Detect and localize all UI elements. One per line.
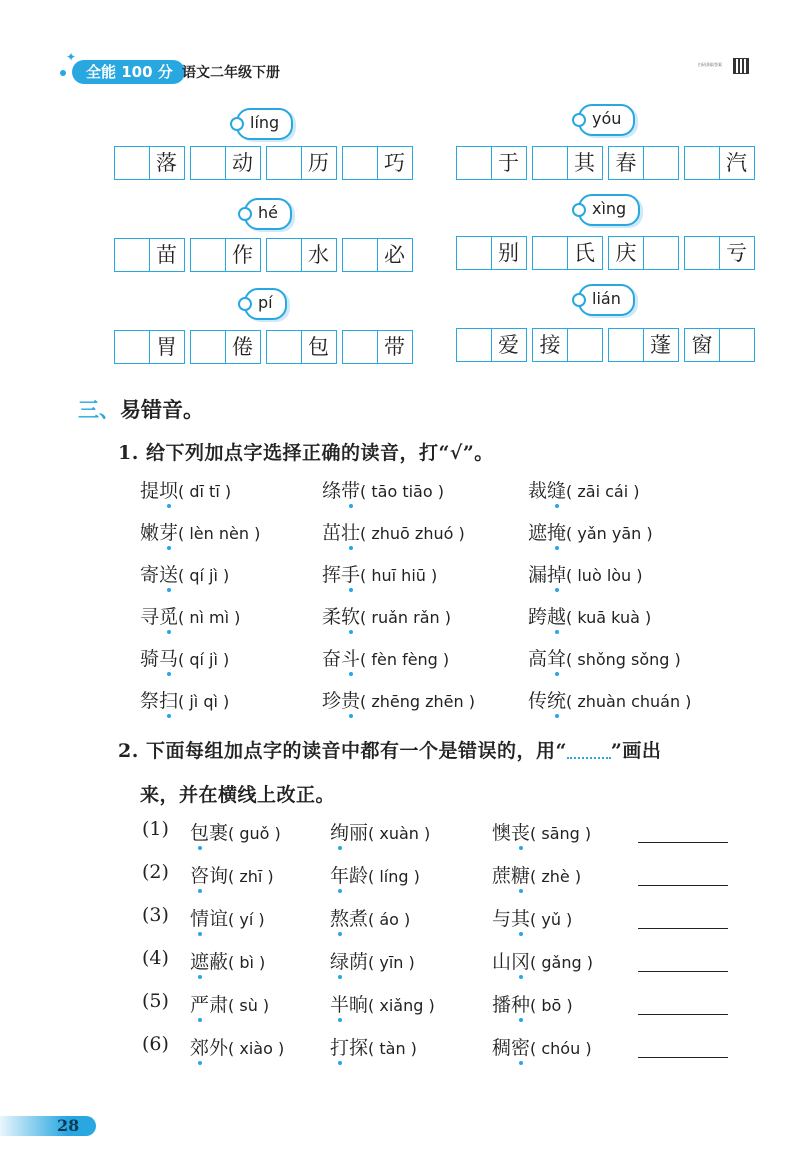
blank-char-box[interactable] [266, 330, 302, 364]
q2-word-item[interactable] [190, 947, 265, 974]
pinyin-choices: ( zāi cái ) [566, 482, 640, 501]
blank-char-box[interactable] [643, 236, 679, 270]
char-box-pair [190, 238, 259, 272]
pinyin: ( bì ) [228, 953, 266, 972]
section-number: 三、 [78, 397, 120, 422]
blank-char-box[interactable] [456, 236, 492, 270]
pinyin: ( sù ) [228, 996, 270, 1015]
blank-char-box[interactable] [643, 146, 679, 180]
char-box-pair [456, 236, 525, 270]
blank-char-box[interactable] [684, 146, 720, 180]
q1-word-item[interactable] [322, 686, 475, 713]
q1-word-item[interactable] [528, 476, 639, 503]
word-char: 半 [330, 994, 350, 1016]
blank-char-box[interactable] [266, 238, 302, 272]
word-char: 晌 [349, 994, 369, 1016]
q1-word-item[interactable] [140, 644, 229, 671]
word-char: 祭 [140, 690, 160, 712]
char-box: 必 [377, 238, 413, 272]
word-char: 柔 [322, 606, 342, 628]
char-box-pair [608, 328, 677, 362]
word-char: 与 [492, 908, 512, 930]
char-box-pair [266, 330, 335, 364]
answer-blank[interactable] [638, 1057, 728, 1058]
pinyin: ( chóu ) [530, 1039, 592, 1058]
word-char: 丽 [349, 822, 369, 844]
answer-blank[interactable] [638, 885, 728, 886]
word-char: 高 [528, 648, 548, 670]
pinyin: ( guǒ ) [228, 824, 281, 843]
char-box-pair [114, 238, 183, 272]
blank-char-box[interactable] [567, 328, 603, 362]
char-box-pair [342, 330, 411, 364]
char-box: 别 [491, 236, 527, 270]
q2-word-item[interactable] [330, 818, 430, 845]
char-box: 落 [149, 146, 185, 180]
word-char: 嫩 [140, 522, 160, 544]
word-char: 裁 [528, 480, 548, 502]
q1-word-item[interactable] [528, 518, 653, 545]
pinyin-choices: ( tāo tiāo ) [360, 482, 444, 501]
char-box-pair [114, 146, 183, 180]
word-char: 稠 [492, 1037, 512, 1059]
pinyin: ( xuàn ) [368, 824, 431, 843]
page-number-bar [0, 1116, 96, 1136]
word-char: 蔽 [209, 951, 229, 973]
answer-blank[interactable] [638, 928, 728, 929]
word-char: 提 [140, 480, 160, 502]
word-char: 询 [209, 865, 229, 887]
q2-word-item[interactable] [330, 947, 415, 974]
blank-char-box[interactable] [190, 146, 226, 180]
blank-char-box[interactable] [456, 146, 492, 180]
q2-word-item[interactable] [330, 1033, 417, 1060]
pinyin: ( bō ) [530, 996, 573, 1015]
char-box: 氏 [567, 236, 603, 270]
q2-text-a: 2. 下面每组加点字的读音中都有一个是错误的，用“ [118, 740, 567, 762]
char-box: 其 [567, 146, 603, 180]
q2-word-item[interactable] [492, 990, 573, 1017]
blank-char-box[interactable] [684, 236, 720, 270]
q2-row-number: (4) [142, 947, 169, 969]
word-char: 裹 [209, 822, 229, 844]
word-char: 郊 [190, 1037, 210, 1059]
q2-row-number: (1) [142, 818, 169, 840]
q2-word-item[interactable] [492, 861, 581, 888]
word-char: 谊 [209, 908, 229, 930]
word-char: 煮 [349, 908, 369, 930]
word-char: 情 [190, 908, 210, 930]
q1-word-item[interactable] [322, 602, 451, 629]
word-char: 绚 [330, 822, 350, 844]
char-box-pair [532, 328, 601, 362]
pinyin-choices: ( qí jì ) [178, 566, 230, 585]
answer-blank[interactable] [638, 1014, 728, 1015]
pinyin-choices: ( zhuàn chuán ) [566, 692, 692, 711]
char-box-pair [266, 146, 335, 180]
pinyin: ( yīn ) [368, 953, 415, 972]
pinyin-choices: ( dī tī ) [178, 482, 232, 501]
header-dot [60, 70, 66, 76]
pinyin-choices: ( jì qì ) [178, 692, 230, 711]
page-number: 28 [57, 1116, 80, 1135]
char-box: 爱 [491, 328, 527, 362]
char-box-pair [684, 236, 753, 270]
char-box: 于 [491, 146, 527, 180]
q1-word-item[interactable] [322, 644, 449, 671]
char-box-pair [684, 146, 753, 180]
word-char: 寄 [140, 564, 160, 586]
pinyin-choices: ( zhuō zhuó ) [360, 524, 465, 543]
q2-word-item[interactable] [330, 904, 410, 931]
pinyin-choices: ( qí jì ) [178, 650, 230, 669]
word-char: 年 [330, 865, 350, 887]
q2-row-number: (5) [142, 990, 169, 1012]
blank-char-box[interactable] [190, 330, 226, 364]
char-box-pair [684, 328, 753, 362]
blank-char-box[interactable] [719, 328, 755, 362]
q1-word-item[interactable] [322, 560, 437, 587]
char-box: 水 [301, 238, 337, 272]
blank-char-box[interactable] [114, 146, 150, 180]
pinyin-cloud: xìng [578, 194, 640, 226]
char-box: 作 [225, 238, 261, 272]
pinyin-choices: ( zhēng zhēn ) [360, 692, 475, 711]
char-box: 动 [225, 146, 261, 180]
pinyin-choices: ( yǎn yān ) [566, 524, 653, 543]
word-char: 珍 [322, 690, 342, 712]
word-char: 打 [330, 1037, 350, 1059]
word-char: 奋 [322, 648, 342, 670]
blank-char-box[interactable] [190, 238, 226, 272]
dotted-char: 耸 [547, 648, 567, 670]
pinyin: ( tàn ) [368, 1039, 417, 1058]
pinyin-choices: ( luò lòu ) [566, 566, 643, 585]
blank-char-box[interactable] [114, 238, 150, 272]
dotted-char: 斗 [341, 648, 361, 670]
word-char: 熬 [330, 908, 350, 930]
char-box: 苗 [149, 238, 185, 272]
char-box: 巧 [377, 146, 413, 180]
word-char: 糖 [511, 865, 531, 887]
word-char: 冈 [511, 951, 531, 973]
pinyin: ( sāng ) [530, 824, 592, 843]
qr-caption: 扫码获取答案 [698, 62, 722, 67]
q1-word-item[interactable] [140, 686, 229, 713]
word-char: 漏 [528, 564, 548, 586]
dotted-char: 壮 [341, 522, 361, 544]
dotted-char: 软 [341, 606, 361, 628]
q1-word-item[interactable] [140, 476, 231, 503]
q1-word-item[interactable] [140, 560, 229, 587]
char-box: 胃 [149, 330, 185, 364]
blank-char-box[interactable] [456, 328, 492, 362]
char-box-pair [608, 146, 677, 180]
pinyin-choices: ( nì mì ) [178, 608, 241, 627]
wavy-line-icon [567, 743, 611, 759]
q1-word-item[interactable] [322, 518, 465, 545]
q2-word-item[interactable] [492, 947, 593, 974]
pinyin: ( yí ) [228, 910, 265, 929]
question-2-line1 [118, 736, 661, 763]
word-char: 严 [190, 994, 210, 1016]
char-box-pair [532, 146, 601, 180]
pinyin-cloud: pí [244, 288, 287, 320]
word-char: 其 [511, 908, 531, 930]
q2-row-number: (3) [142, 904, 169, 926]
star-icon: ✦ [66, 50, 77, 64]
qr-code-icon [733, 58, 749, 74]
dotted-char: 扫 [159, 690, 179, 712]
blank-char-box[interactable] [342, 146, 378, 180]
pinyin: ( xiào ) [228, 1039, 285, 1058]
q1-word-item[interactable] [528, 560, 643, 587]
q1-word-item[interactable] [528, 686, 691, 713]
dotted-char: 觅 [159, 606, 179, 628]
pinyin: ( yǔ ) [530, 910, 573, 929]
dotted-char: 手 [341, 564, 361, 586]
dotted-char: 芽 [159, 522, 179, 544]
char-box: 窗 [684, 328, 720, 362]
book-title: 语文二年级下册 [182, 65, 280, 81]
pinyin-cloud: lián [578, 284, 635, 316]
dotted-char: 马 [159, 648, 179, 670]
char-box: 带 [377, 330, 413, 364]
dotted-char: 带 [341, 480, 361, 502]
blank-char-box[interactable] [342, 330, 378, 364]
blank-char-box[interactable] [608, 328, 644, 362]
word-char: 遮 [528, 522, 548, 544]
q2-word-item[interactable] [492, 904, 572, 931]
pinyin: ( áo ) [368, 910, 411, 929]
char-box-pair [456, 328, 525, 362]
char-box: 春 [608, 146, 644, 180]
pinyin-cloud: líng [236, 108, 293, 140]
word-char: 咨 [190, 865, 210, 887]
word-char: 寻 [140, 606, 160, 628]
pinyin: ( xiǎng ) [368, 996, 435, 1015]
char-box-pair [266, 238, 335, 272]
q2-word-item[interactable] [330, 861, 420, 888]
blank-char-box[interactable] [342, 238, 378, 272]
char-box-pair [190, 330, 259, 364]
blank-char-box[interactable] [532, 236, 568, 270]
dotted-char: 掩 [547, 522, 567, 544]
pinyin-choices: ( kuā kuà ) [566, 608, 652, 627]
word-char: 丧 [511, 822, 531, 844]
char-box: 汽 [719, 146, 755, 180]
section-title: 易错音。 [120, 397, 204, 422]
char-box: 倦 [225, 330, 261, 364]
char-box: 接 [532, 328, 568, 362]
q2-row-number: (6) [142, 1033, 169, 1055]
q2-word-item[interactable] [190, 818, 281, 845]
pinyin: ( zhī ) [228, 867, 274, 886]
dotted-char: 统 [547, 690, 567, 712]
answer-blank[interactable] [638, 842, 728, 843]
question-2-line2: 来，并在横线上改正。 [140, 784, 336, 806]
q2-word-item[interactable] [190, 1033, 284, 1060]
blank-char-box[interactable] [114, 330, 150, 364]
char-box-pair [342, 146, 411, 180]
word-char: 龄 [349, 865, 369, 887]
dotted-char: 掉 [547, 564, 567, 586]
word-char: 蔗 [492, 865, 512, 887]
blank-char-box[interactable] [532, 146, 568, 180]
char-box-pair [190, 146, 259, 180]
q2-text-b: ”画出 [610, 740, 662, 762]
dotted-char: 越 [547, 606, 567, 628]
char-box-pair [532, 236, 601, 270]
dotted-char: 送 [159, 564, 179, 586]
series-badge: 全能 100 分 [72, 60, 185, 84]
word-char: 包 [190, 822, 210, 844]
word-char: 探 [349, 1037, 369, 1059]
word-char: 绿 [330, 951, 350, 973]
word-char: 肃 [209, 994, 229, 1016]
answer-blank[interactable] [638, 971, 728, 972]
dotted-char: 缝 [547, 480, 567, 502]
char-box-pair [608, 236, 677, 270]
word-char: 遮 [190, 951, 210, 973]
dotted-char: 贵 [341, 690, 361, 712]
word-char: 茁 [322, 522, 342, 544]
char-box: 蓬 [643, 328, 679, 362]
word-char: 播 [492, 994, 512, 1016]
word-char: 传 [528, 690, 548, 712]
pinyin: ( zhè ) [530, 867, 582, 886]
dotted-char: 坝 [159, 480, 179, 502]
word-char: 挥 [322, 564, 342, 586]
section-heading [78, 394, 204, 424]
word-char: 种 [511, 994, 531, 1016]
pinyin-cloud: hé [244, 198, 292, 230]
q2-word-item[interactable] [492, 818, 591, 845]
char-box-pair [342, 238, 411, 272]
pinyin-choices: ( fèn fèng ) [360, 650, 450, 669]
word-char: 懊 [492, 822, 512, 844]
pinyin-choices: ( huī hiū ) [360, 566, 438, 585]
char-box-pair [114, 330, 183, 364]
word-char: 外 [209, 1037, 229, 1059]
q1-word-item[interactable] [140, 602, 240, 629]
pinyin-choices: ( shǒng sǒng ) [566, 650, 681, 669]
char-box: 历 [301, 146, 337, 180]
word-char: 山 [492, 951, 512, 973]
pinyin-choices: ( lèn nèn ) [178, 524, 261, 543]
q2-row-number: (2) [142, 861, 169, 883]
q2-word-item[interactable] [190, 990, 269, 1017]
char-box: 包 [301, 330, 337, 364]
word-char: 荫 [349, 951, 369, 973]
word-char: 骑 [140, 648, 160, 670]
q2-word-item[interactable] [190, 861, 274, 888]
pinyin: ( líng ) [368, 867, 420, 886]
char-box: 亏 [719, 236, 755, 270]
q2-word-item[interactable] [190, 904, 265, 931]
blank-char-box[interactable] [266, 146, 302, 180]
q1-word-item[interactable] [322, 476, 444, 503]
word-char: 跨 [528, 606, 548, 628]
pinyin-choices: ( ruǎn rǎn ) [360, 608, 451, 627]
q1-word-item[interactable] [528, 644, 681, 671]
char-box: 庆 [608, 236, 644, 270]
char-box-pair [456, 146, 525, 180]
pinyin-cloud: yóu [578, 104, 635, 136]
q2-word-item[interactable] [492, 1033, 592, 1060]
question-1: 1. 给下列加点字选择正确的读音，打“√”。 [118, 442, 494, 464]
q1-word-item[interactable] [528, 602, 651, 629]
word-char: 绦 [322, 480, 342, 502]
word-char: 密 [511, 1037, 531, 1059]
q2-word-item[interactable] [330, 990, 435, 1017]
pinyin: ( gǎng ) [530, 953, 593, 972]
q1-word-item[interactable] [140, 518, 260, 545]
